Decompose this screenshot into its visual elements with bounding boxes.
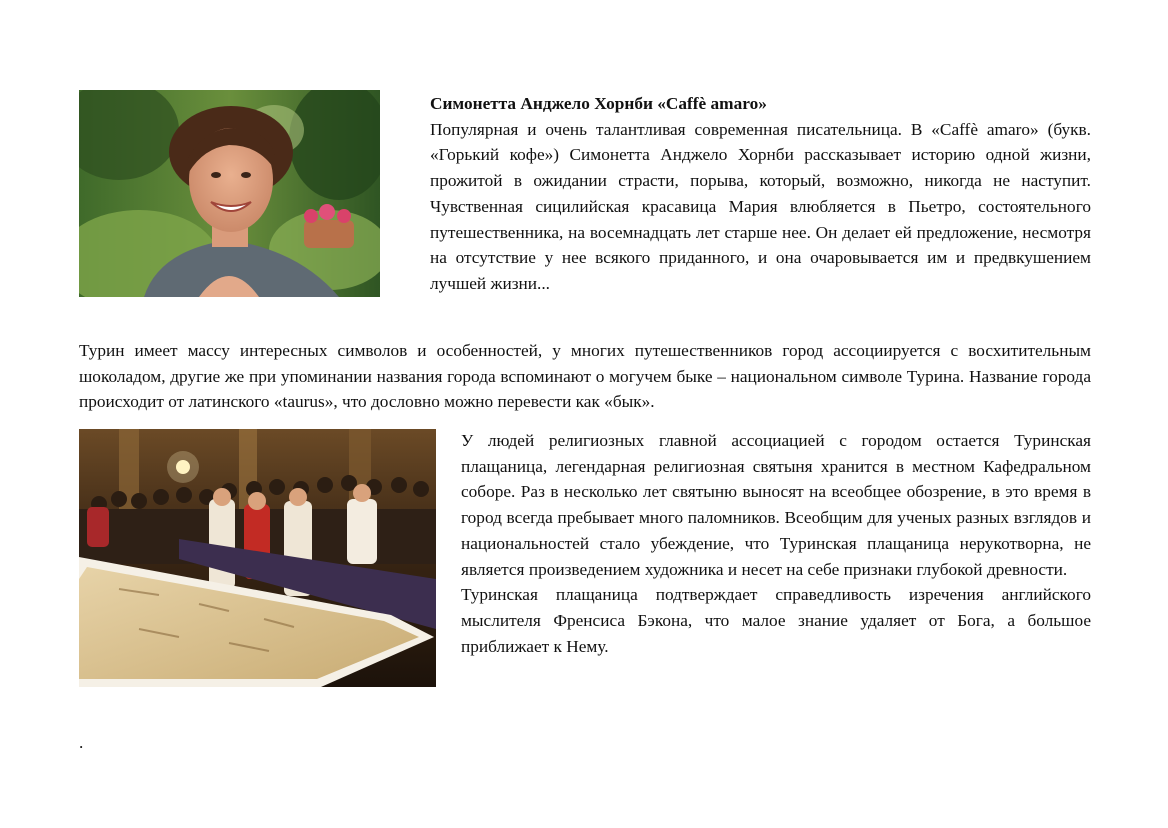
shroud-paragraph-2: Туринская плащаница подтверждает справедливость изречения английского мыслителя Френсиса Бэкона, что малое знание удаляет от Бога, а большое приближает к Нему. — [461, 585, 1091, 656]
article-body: Популярная и очень талантливая современная писательница. В «Caffè amaro» (букв. «Горький кофе») Симонетта Анджело Хорнби рассказывает историю одной жизни, прожитой в ожидании страсти, порыва, который, возможно, никогда не наступит. Чувственная сицилийская красавица Мария влюбляется в Пьетро, состоятельного путешественника, на восемнадцать лет старше нее. Он делает ей предложение, несмотря на отсутствие у нее всякого приданного, и она очаровывается им и предвкушением лучшей жизни... — [430, 119, 1091, 293]
shroud-paragraph-1: У людей религиозных главной ассоциацией с городом остается Туринская плащаница, легендарная религиозная святыня хранится в местном Кафедральном соборе. Раз в несколько лет святыню выносят на всеобщее обозрение, в это время в город всегда пребывает много паломников. Всеобщим для ученых разных взглядов и национальностей стало убеждение, что Туринская плащаница нерукотворна, не является произведением художника и несет на себе признаки глубокой древности. — [461, 431, 1091, 579]
article-title: Симонетта Анджело Хорнби «Caffè amaro» — [430, 94, 767, 113]
shroud-exhibition-photo — [79, 429, 436, 687]
author-portrait-photo — [79, 90, 380, 297]
turin-intro-paragraph: Турин имеет массу интересных символов и особенностей, у многих путешественников город ассоциируется с восхитительным шоколадом, другие же при упоминании названия города вспоминают о могучем быке – национальном символе Турина. Название города происходит от латинского «taurus», что дословно можно перевести как «бык». — [79, 341, 1091, 412]
footer-mark: . — [79, 733, 84, 752]
article-author — [430, 91, 1091, 297]
shroud-section — [461, 428, 1091, 659]
